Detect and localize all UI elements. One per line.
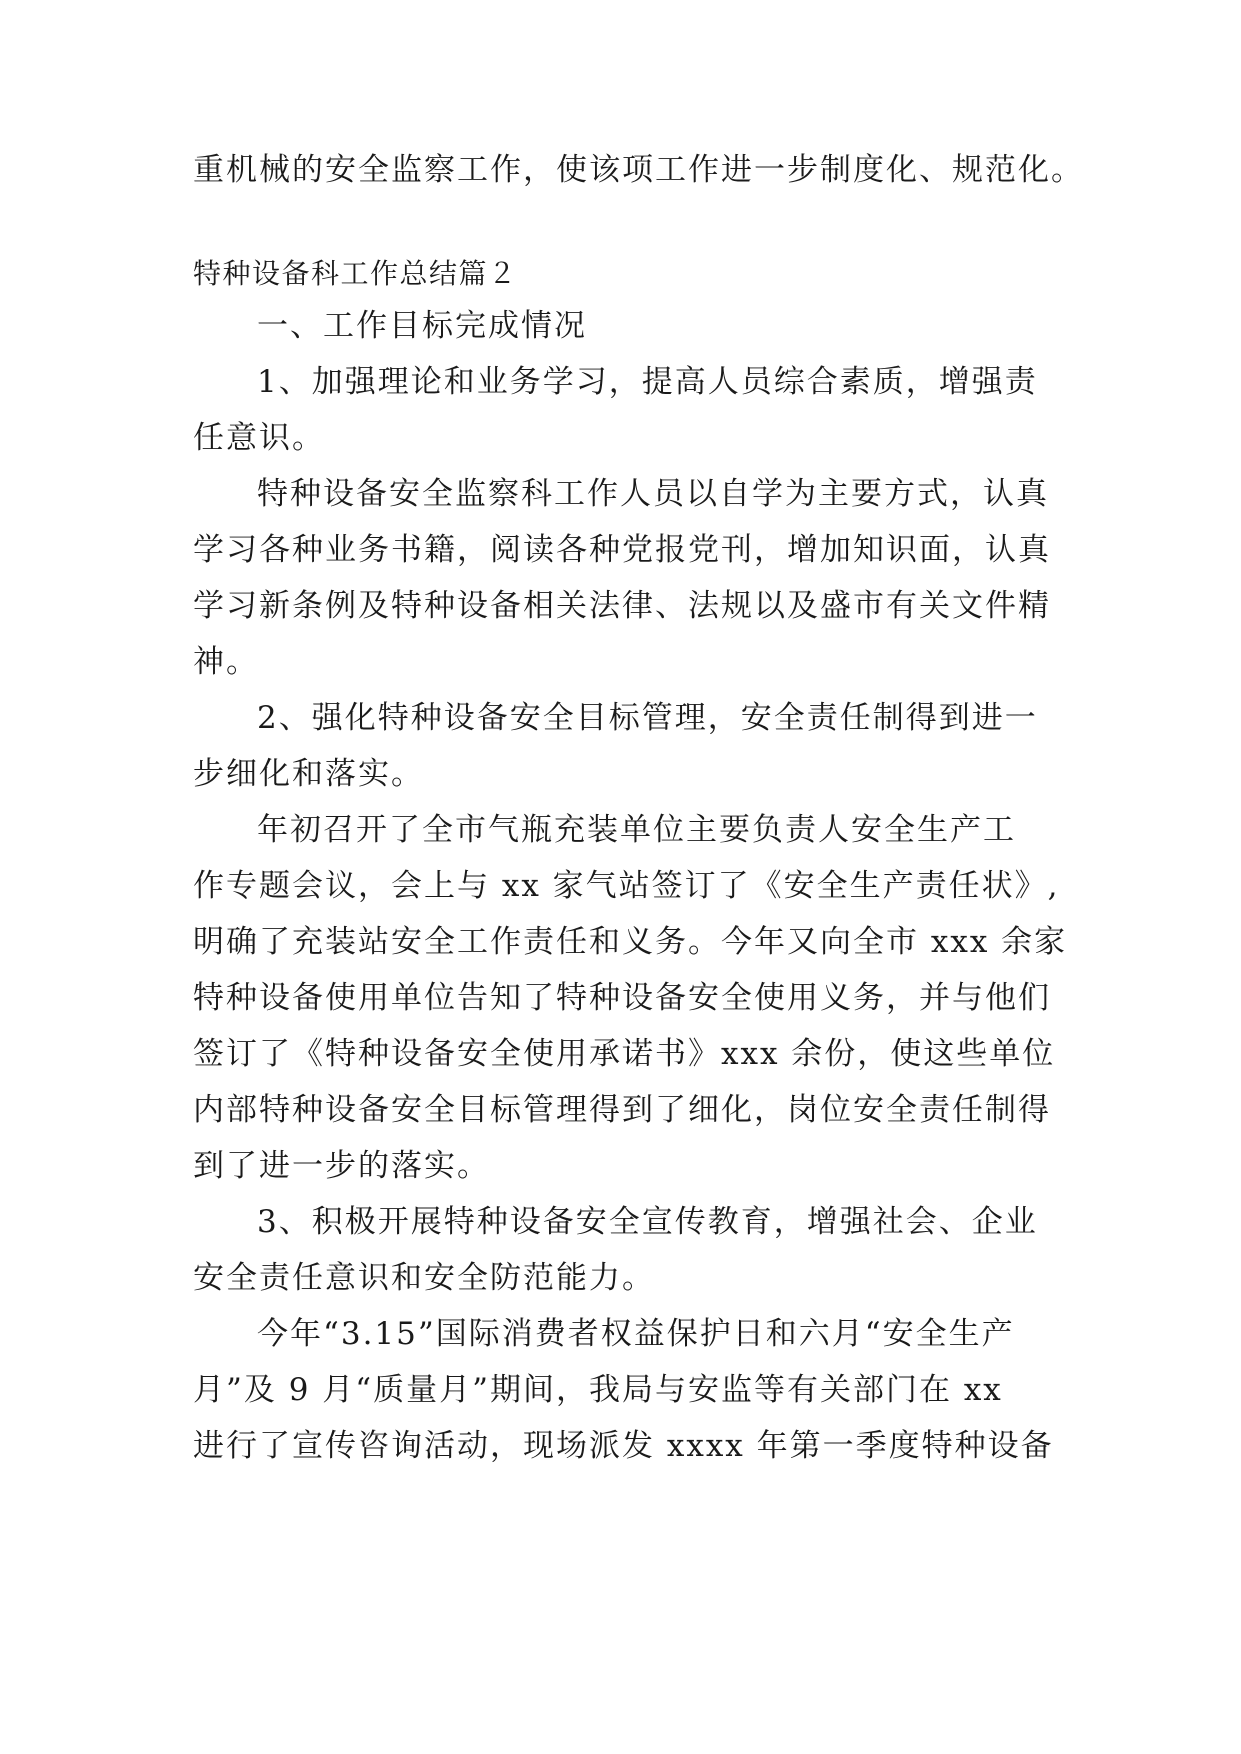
text-line: 内部特种设备安全目标管理得到了细化，岗位安全责任制得	[193, 1092, 1051, 1128]
text-line: 明确了充装站安全工作责任和义务。今年又向全市 xxx 余家	[193, 924, 1068, 960]
section-title: 特种设备科工作总结篇２	[193, 257, 518, 290]
text-line: 作专题会议，会上与 xx 家气站签订了《安全生产责任状》,	[193, 868, 1060, 904]
text-line: 重机械的安全监察工作，使该项工作进一步制度化、规范化。	[193, 152, 1084, 188]
text-line: 1、加强理论和业务学习，提高人员综合素质，增强责	[257, 364, 1038, 400]
text-line: 签订了《特种设备安全使用承诺书》xxx 余份，使这些单位	[193, 1036, 1056, 1072]
text-line: 月”及 9 月“质量月”期间，我局与安监等有关部门在 xx	[193, 1372, 1003, 1408]
text-line: 神。	[193, 644, 259, 680]
text-line: 特种设备使用单位告知了特种设备安全使用义务，并与他们	[193, 980, 1051, 1016]
text-line: 特种设备安全监察科工作人员以自学为主要方式，认真	[257, 476, 1049, 512]
text-line: 3、积极开展特种设备安全宣传教育，增强社会、企业	[257, 1204, 1038, 1240]
text-line: 步细化和落实。	[193, 756, 424, 792]
text-line: 一、工作目标完成情况	[257, 308, 587, 344]
text-line: 学习各种业务书籍，阅读各种党报党刊，增加知识面，认真	[193, 532, 1051, 568]
text-line: 学习新条例及特种设备相关法律、法规以及盛市有关文件精	[193, 588, 1051, 624]
text-line: 进行了宣传咨询活动，现场派发 xxxx 年第一季度特种设备	[193, 1428, 1054, 1464]
text-line: 任意识。	[193, 420, 325, 456]
intro-paragraph	[193, 142, 1084, 198]
text-line: 安全责任意识和安全防范能力。	[193, 1260, 655, 1296]
text-line: 年初召开了全市气瓶充装单位主要负责人安全生产工	[257, 812, 1016, 848]
body-text	[193, 298, 1068, 1474]
text-line: 今年“3.15”国际消费者权益保护日和六月“安全生产	[257, 1316, 1015, 1352]
text-line: 到了进一步的落实。	[193, 1148, 490, 1184]
text-line: 2、强化特种设备安全目标管理，安全责任制得到进一	[257, 700, 1038, 736]
